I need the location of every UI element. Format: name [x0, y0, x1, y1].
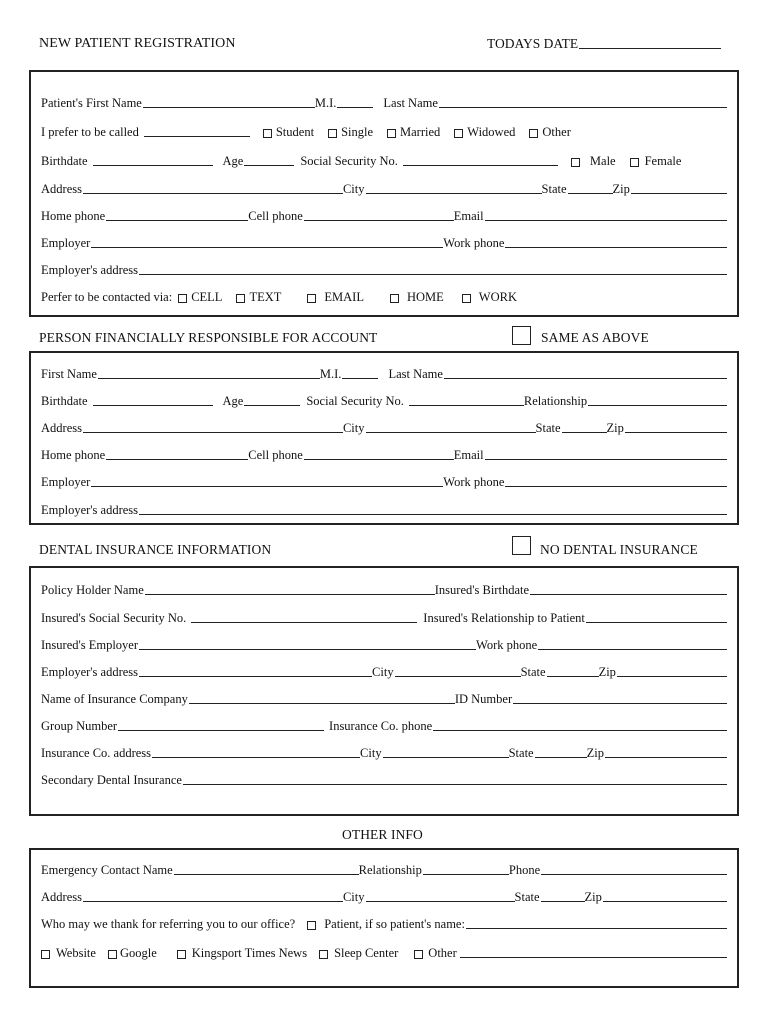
employer-row — [41, 233, 727, 251]
state-label: State — [541, 182, 567, 196]
no-insurance-checkbox[interactable] — [512, 536, 531, 555]
same-as-above-label: SAME AS ABOVE — [541, 330, 649, 345]
group-number-row — [41, 716, 727, 734]
company-state-label: State — [508, 746, 534, 760]
emergency-phone-label: Phone — [508, 863, 541, 877]
city-label: City — [342, 182, 365, 196]
fin-last-name-label: Last Name — [388, 367, 443, 381]
patient-name-row — [41, 93, 727, 111]
insured-ssn-row — [41, 608, 727, 626]
other-address-input[interactable] — [83, 901, 343, 902]
emergency-contact-row — [41, 860, 727, 878]
email-label: Email — [453, 209, 484, 223]
company-name-label: Name of Insurance Company — [41, 692, 188, 706]
first-name-input[interactable] — [143, 107, 315, 108]
contact-option-cell[interactable]: CELL — [178, 290, 222, 305]
id-number-label: ID Number — [454, 692, 513, 706]
fin-address-input[interactable] — [83, 432, 343, 433]
prefer-called-input[interactable] — [144, 136, 250, 137]
fin-work-phone-label: Work phone — [443, 475, 505, 489]
other-info-section — [29, 848, 739, 988]
fin-age-input[interactable] — [244, 405, 300, 406]
fin-birthdate-input[interactable] — [93, 405, 213, 406]
company-phone-input[interactable] — [433, 730, 727, 731]
fin-ssn-input[interactable] — [409, 405, 524, 406]
company-phone-label: Insurance Co. phone — [329, 719, 433, 733]
ins-zip-label: Zip — [598, 665, 616, 679]
zip-input[interactable] — [631, 193, 727, 194]
referral-option-sleep-center[interactable]: Sleep Center — [319, 946, 398, 961]
emergency-contact-label: Emergency Contact Name — [41, 863, 173, 877]
fin-city-label: City — [342, 421, 365, 435]
state-input[interactable] — [568, 193, 613, 194]
gender-option-male[interactable]: Male — [571, 154, 616, 169]
company-city-input[interactable] — [383, 757, 509, 758]
ins-work-phone-input[interactable] — [538, 649, 727, 650]
checkbox-icon — [390, 294, 399, 303]
ins-state-input[interactable] — [547, 676, 599, 677]
employer-address-label: Employer's address — [41, 263, 139, 277]
policy-holder-row — [41, 580, 727, 598]
fin-mi-label: M.I. — [319, 367, 342, 381]
insured-birthdate-input[interactable] — [530, 594, 727, 595]
status-option-married[interactable]: Married — [387, 125, 440, 140]
insured-employer-label: Insured's Employer — [41, 638, 139, 652]
other-city-label: City — [342, 890, 365, 904]
checkbox-icon — [328, 129, 337, 138]
employer-address-input[interactable] — [139, 274, 727, 275]
cell-phone-label: Cell phone — [248, 209, 303, 223]
checkbox-icon — [319, 950, 328, 959]
ins-employer-address-input[interactable] — [139, 676, 372, 677]
ins-city-input[interactable] — [395, 676, 521, 677]
ssn-input[interactable] — [403, 165, 558, 166]
financial-header: PERSON FINANCIALLY RESPONSIBLE FOR ACCOUNT — [39, 330, 378, 345]
other-state-input[interactable] — [541, 901, 585, 902]
secondary-insurance-row — [41, 770, 727, 788]
insured-ssn-label: Insured's Social Security No. — [41, 611, 187, 625]
group-number-input[interactable] — [118, 730, 324, 731]
fin-state-input[interactable] — [562, 432, 607, 433]
company-address-label: Insurance Co. address — [41, 746, 152, 760]
policy-holder-input[interactable] — [145, 594, 435, 595]
checkbox-icon — [177, 950, 186, 959]
referral-option-google[interactable]: Google — [108, 946, 157, 961]
checkbox-icon — [387, 129, 396, 138]
todays-date-input[interactable] — [579, 48, 721, 49]
other-zip-input[interactable] — [603, 901, 727, 902]
preferred-name-row — [41, 122, 727, 140]
referral-question-label: Who may we thank for referring you to our office? — [41, 917, 296, 931]
checkbox-icon — [236, 294, 245, 303]
fin-name-row — [41, 364, 727, 382]
todays-date-field — [487, 36, 721, 52]
checkbox-icon — [454, 129, 463, 138]
address-row — [41, 179, 727, 197]
checkbox-icon — [414, 950, 423, 959]
insured-relationship-label: Insured's Relationship to Patient — [423, 611, 585, 625]
contact-option-home[interactable]: HOME — [390, 290, 444, 305]
referral-option-website[interactable]: Website — [41, 946, 96, 961]
email-input[interactable] — [485, 220, 727, 221]
same-as-above-checkbox[interactable] — [512, 326, 531, 345]
fin-state-label: State — [535, 421, 561, 435]
financial-section — [29, 351, 739, 525]
fin-address-label: Address — [41, 421, 82, 435]
emergency-relationship-label: Relationship — [358, 863, 422, 877]
checkbox-icon — [571, 158, 580, 167]
fin-email-input[interactable] — [485, 459, 727, 460]
contact-option-email[interactable]: EMAIL — [307, 290, 364, 305]
prefer-called-label: I prefer to be called — [41, 125, 139, 139]
company-city-label: City — [360, 746, 382, 760]
ins-zip-input[interactable] — [617, 676, 727, 677]
city-input[interactable] — [366, 193, 542, 194]
fin-employer-address-input[interactable] — [139, 514, 727, 515]
address-label: Address — [41, 182, 82, 196]
contact-via-label: Perfer to be contacted via: — [41, 290, 173, 304]
id-number-input[interactable] — [513, 703, 727, 704]
address-input[interactable] — [83, 193, 343, 194]
secondary-insurance-input[interactable] — [183, 784, 727, 785]
company-zip-input[interactable] — [605, 757, 727, 758]
company-name-row — [41, 689, 727, 707]
phone-row — [41, 206, 727, 224]
checkbox-icon — [263, 129, 272, 138]
fin-age-label: Age — [222, 394, 244, 408]
insured-relationship-input[interactable] — [586, 622, 727, 623]
fin-zip-input[interactable] — [625, 432, 727, 433]
status-option-other[interactable]: Other — [529, 125, 570, 140]
employer-address-row — [41, 260, 727, 278]
fin-employer-label: Employer — [41, 475, 91, 489]
emergency-contact-input[interactable] — [174, 874, 359, 875]
company-zip-label: Zip — [586, 746, 604, 760]
emergency-phone-input[interactable] — [541, 874, 727, 875]
work-phone-input[interactable] — [505, 247, 727, 248]
form-title: NEW PATIENT REGISTRATION — [39, 36, 236, 51]
fin-birthdate-label: Birthdate — [41, 394, 88, 408]
referral-source-row — [41, 943, 727, 961]
mi-label: M.I. — [314, 96, 337, 110]
ssn-label: Social Security No. — [300, 154, 398, 168]
contact-preference-row — [41, 287, 727, 305]
fin-relationship-label: Relationship — [523, 394, 588, 408]
company-name-input[interactable] — [189, 703, 455, 704]
other-address-row — [41, 887, 727, 905]
other-zip-label: Zip — [584, 890, 602, 904]
insurance-section — [29, 566, 739, 816]
fin-mi-input[interactable] — [342, 378, 378, 379]
gender-option-female[interactable]: Female — [630, 154, 682, 169]
fin-zip-label: Zip — [606, 421, 624, 435]
patient-section — [29, 70, 739, 317]
fin-birthdate-row — [41, 391, 727, 409]
ins-work-phone-label: Work phone — [476, 638, 538, 652]
last-name-input[interactable] — [439, 107, 727, 108]
fin-home-phone-input[interactable] — [106, 459, 248, 460]
checkbox-icon — [41, 950, 50, 959]
fin-employer-address-row — [41, 500, 727, 518]
fin-home-phone-label: Home phone — [41, 448, 106, 462]
secondary-insurance-label: Secondary Dental Insurance — [41, 773, 182, 787]
fin-phone-row — [41, 445, 727, 463]
fin-work-phone-input[interactable] — [505, 486, 727, 487]
company-address-row — [41, 743, 727, 761]
ins-state-label: State — [520, 665, 546, 679]
referral-option-other[interactable]: Other — [414, 946, 456, 961]
birthdate-row — [41, 151, 727, 169]
ins-employer-address-row — [41, 662, 727, 680]
age-label: Age — [222, 154, 244, 168]
ins-city-label: City — [372, 665, 394, 679]
insured-birthdate-label: Insured's Birthdate — [434, 583, 530, 597]
mi-input[interactable] — [337, 107, 373, 108]
fin-employer-input[interactable] — [91, 486, 443, 487]
fin-employer-address-label: Employer's address — [41, 503, 139, 517]
zip-label: Zip — [612, 182, 630, 196]
checkbox-icon — [178, 294, 187, 303]
checkbox-icon — [529, 129, 538, 138]
fin-last-name-input[interactable] — [444, 378, 727, 379]
company-state-input[interactable] — [535, 757, 587, 758]
no-insurance-label: NO DENTAL INSURANCE — [540, 542, 698, 557]
employer-label: Employer — [41, 236, 91, 250]
cell-phone-input[interactable] — [304, 220, 454, 221]
fin-email-label: Email — [453, 448, 484, 462]
policy-holder-label: Policy Holder Name — [41, 583, 144, 597]
fin-ssn-label: Social Security No. — [306, 394, 404, 408]
employer-input[interactable] — [91, 247, 443, 248]
work-phone-label: Work phone — [443, 236, 505, 250]
fin-city-input[interactable] — [366, 432, 536, 433]
referral-other-input[interactable] — [460, 957, 727, 958]
last-name-label: Last Name — [383, 96, 438, 110]
fin-employer-row — [41, 472, 727, 490]
fin-first-name-input[interactable] — [98, 378, 320, 379]
first-name-label: Patient's First Name — [41, 96, 142, 110]
ins-employer-address-label: Employer's address — [41, 665, 139, 679]
other-state-label: State — [514, 890, 540, 904]
checkbox-icon — [630, 158, 639, 167]
insured-employer-row — [41, 635, 727, 653]
todays-date-label: TODAYS DATE — [487, 36, 579, 51]
home-phone-input[interactable] — [106, 220, 248, 221]
fin-relationship-input[interactable] — [588, 405, 727, 406]
checkbox-icon — [307, 294, 316, 303]
contact-option-work[interactable]: WORK — [462, 290, 517, 305]
status-option-single[interactable]: Single — [328, 125, 373, 140]
fin-address-row — [41, 418, 727, 436]
referral-patient-name-input[interactable] — [466, 928, 727, 929]
contact-option-text[interactable]: TEXT — [236, 290, 281, 305]
fin-cell-phone-label: Cell phone — [248, 448, 303, 462]
referral-option-kingsport-times-news[interactable]: Kingsport Times News — [177, 946, 307, 961]
company-address-input[interactable] — [152, 757, 360, 758]
home-phone-label: Home phone — [41, 209, 106, 223]
insured-employer-input[interactable] — [139, 649, 476, 650]
checkbox-icon — [307, 921, 316, 930]
other-city-input[interactable] — [366, 901, 515, 902]
age-input[interactable] — [244, 165, 294, 166]
status-option-widowed[interactable]: Widowed — [454, 125, 515, 140]
other-address-label: Address — [41, 890, 82, 904]
other-info-header: OTHER INFO — [342, 827, 423, 842]
status-option-student[interactable]: Student — [263, 125, 314, 140]
referral-question-row — [41, 914, 727, 932]
checkbox-icon — [108, 950, 117, 959]
group-number-label: Group Number — [41, 719, 118, 733]
checkbox-icon — [462, 294, 471, 303]
insurance-header: DENTAL INSURANCE INFORMATION — [39, 542, 272, 557]
fin-first-name-label: First Name — [41, 367, 97, 381]
birthdate-input[interactable] — [93, 165, 213, 166]
emergency-relationship-input[interactable] — [423, 874, 509, 875]
insured-ssn-input[interactable] — [191, 622, 417, 623]
referral-patient-option[interactable]: Patient, if so patient's name: — [307, 917, 465, 932]
birthdate-label: Birthdate — [41, 154, 88, 168]
fin-cell-phone-input[interactable] — [304, 459, 454, 460]
